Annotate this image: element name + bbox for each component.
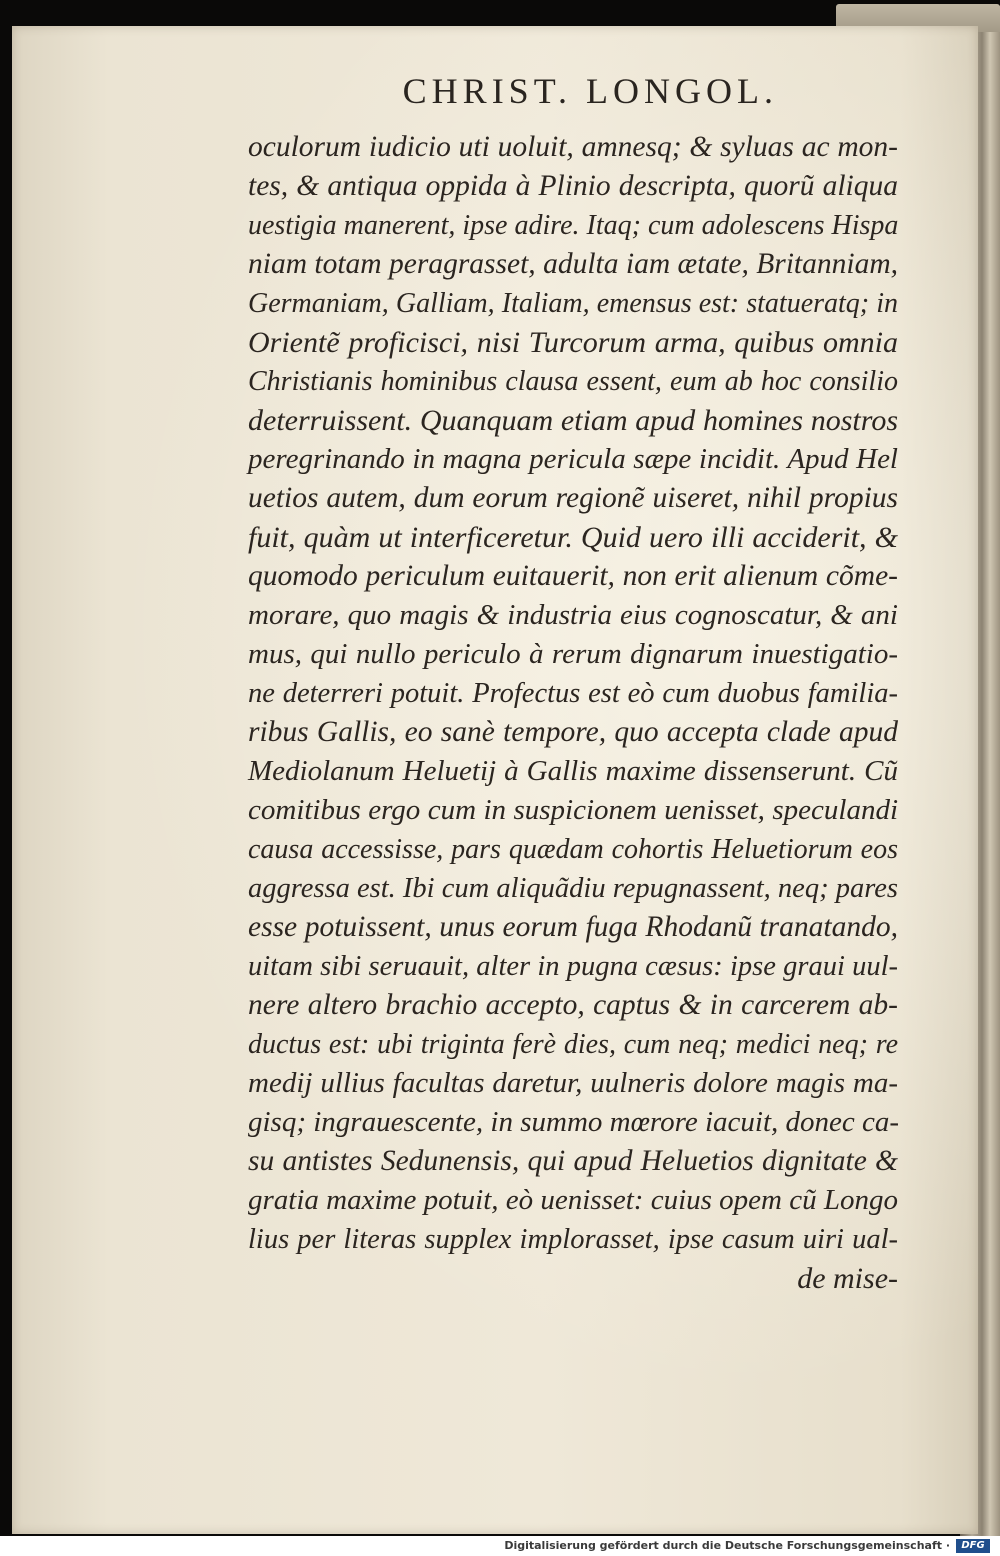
text-line: gratia maxime potuit, eò uenisset: cuius opem cũ Longo: [248, 1184, 898, 1216]
text-line: nere altero brachio accepto, captus & in carcerem ab-: [248, 989, 898, 1021]
text-line: Mediolanum Heluetij à Gallis maxime dissenserunt. Cũ: [248, 755, 898, 787]
text-line: medij ullius facultas daretur, uulneris dolore magis ma-: [248, 1067, 898, 1099]
running-head: CHRIST. LONGOL.: [402, 71, 778, 111]
text-line: mus, qui nullo periculo à rerum dignarum inuestigatio-: [248, 638, 898, 670]
text-line: fuit, quàm ut interficeretur. Quid uero illi acciderit, &: [248, 521, 898, 554]
text-line: peregrinando in magna pericula sæpe incidit. Apud Hel: [248, 443, 898, 475]
body-text: [248, 128, 898, 1298]
text-line: uestigia manerent, ipse adire. Itaq; cum adolescens Hispa: [248, 210, 899, 241]
text-line: Christianis hominibus clausa essent, eum ab hoc consilio: [248, 366, 898, 397]
text-line: esse potuissent, unus eorum fuga Rhodanũ tranatando,: [248, 911, 898, 943]
text-line: comitibus ergo cum in suspicionem uenisset, speculandi: [248, 794, 898, 826]
text-line: uetios autem, dum eorum regionẽ uiseret, nihil propius: [248, 482, 898, 514]
text-line: aggressa est. Ibi cum aliquãdiu repugnassent, neq; pares: [248, 873, 898, 904]
text-line: quomodo periculum euitauerit, non erit alienum cõme-: [248, 560, 898, 592]
text-line: morare, quo magis & industria eius cognoscatur, & ani: [248, 599, 898, 631]
text-line: uitam sibi seruauit, alter in pugna cæsus: ipse graui uul-: [248, 951, 898, 982]
text-line: tes, & antiqua oppida à Plinio descripta, quorũ aliqua: [248, 170, 898, 202]
text-line: lius per literas supplex implorasset, ipse casum uiri ual-: [248, 1224, 898, 1255]
text-line: Orientẽ proficisci, nisi Turcorum arma, quibus omnia: [248, 326, 898, 359]
text-line: su antistes Sedunensis, qui apud Heluetios dignitate &: [248, 1145, 898, 1177]
text-line: Germaniam, Galliam, Italiam, emensus est: statueratq; in: [248, 288, 898, 319]
text-line: ductus est: ubi triginta ferè dies, cum neq; medici neq; re: [248, 1029, 898, 1060]
text-line: oculorum iudicio uti uoluit, amnesq; & syluas ac mon-: [248, 131, 898, 163]
digitization-credit: Digitalisierung gefördert durch die Deutsche Forschungsgemeinschaft ·: [504, 1539, 950, 1552]
text-line: de mise-: [797, 1262, 898, 1295]
text-line: gisq; ingrauescente, in summo mœrore iacuit, donec ca-: [248, 1106, 900, 1138]
text-line: deterruissent. Quanquam etiam apud homines nostros: [248, 404, 898, 437]
book-page: [12, 26, 978, 1534]
text-line: ne deterreri potuit. Profectus est eò cum duobus familia-: [248, 678, 898, 709]
dfg-logo-icon: DFG: [956, 1539, 990, 1553]
text-line: causa accessisse, pars quædam cohortis Heluetiorum eos: [248, 834, 898, 865]
text-line: niam totam peragrasset, adulta iam ætate, Britanniam,: [248, 248, 898, 280]
text-line: ribus Gallis, eo sanè tempore, quo accepta clade apud: [248, 716, 898, 748]
